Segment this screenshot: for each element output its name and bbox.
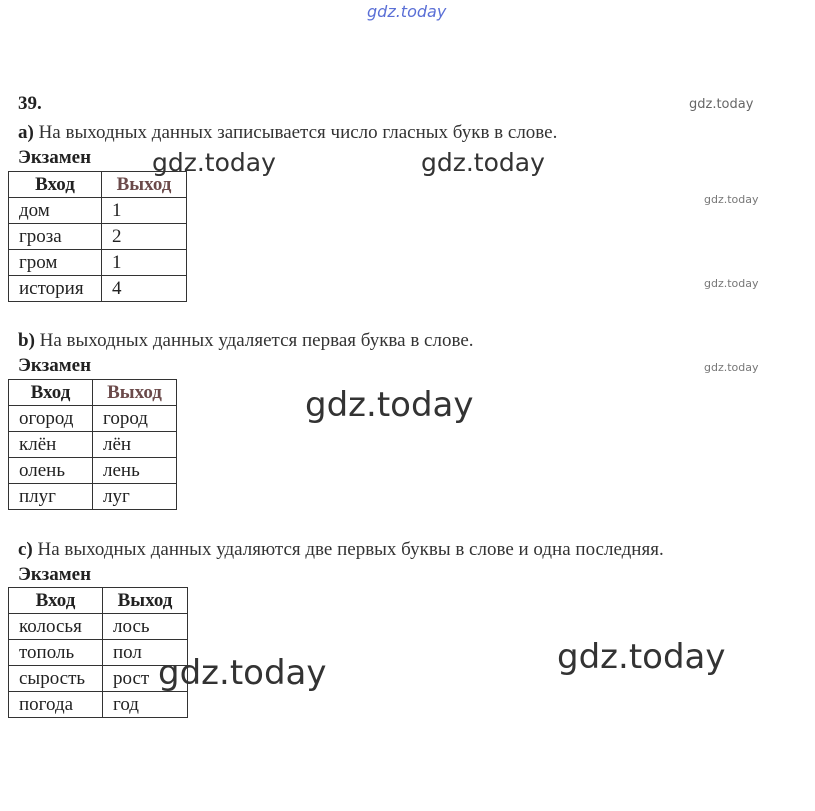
cell-input: тополь [9,640,103,666]
watermark-a-mid-right: gdz.today [421,148,545,177]
table-row [9,250,187,276]
cell-output: год [103,692,188,718]
cell-input: олень [9,458,93,484]
part-a-text: На выходных данных записывается число гласных букв в слове. [38,122,558,143]
cell-input: огород [9,406,93,432]
cell-output: 1 [102,250,187,276]
table-row [9,458,177,484]
part-b-text: На выходных данных удаляется первая буква в слове. [39,330,474,351]
watermark-c-bottom: gdz.today [158,653,327,693]
table-header-row [9,588,188,614]
cell-input: погода [9,692,103,718]
table-row [9,198,187,224]
watermark-c-right: gdz.today [557,637,726,677]
table-header-row [9,380,177,406]
cell-input: клён [9,432,93,458]
cell-input: сырость [9,666,103,692]
cell-output: луг [93,484,177,510]
header-output: Выход [93,380,177,406]
table-row [9,484,177,510]
header-input: Вход [9,380,93,406]
watermark-right-small: gdz.today [689,97,754,112]
part-c-statement [18,539,664,561]
exercise-number: 39. [18,93,42,114]
part-b-table [8,379,177,510]
cell-output: 1 [102,198,187,224]
table-row [9,614,188,640]
header-input: Вход [9,172,102,198]
header-output: Выход [102,172,187,198]
cell-output: город [93,406,177,432]
table-row [9,224,187,250]
watermark-right-xs-3: gdz.today [704,361,759,374]
part-a-statement [18,122,557,144]
part-a-exam-label: Экзамен [18,147,92,168]
cell-input: колосья [9,614,103,640]
watermark-right-xs-1: gdz.today [704,193,759,206]
part-b-letter: b) [18,330,35,351]
table-row [9,692,188,718]
table-row [9,276,187,302]
cell-input: гроза [9,224,102,250]
cell-output: 4 [102,276,187,302]
cell-output: 2 [102,224,187,250]
watermark-a-mid-left: gdz.today [152,148,276,177]
watermark-b-center: gdz.today [305,385,474,425]
watermark-right-xs-2: gdz.today [704,277,759,290]
cell-input: история [9,276,102,302]
header-output: Выход [103,588,188,614]
part-c-exam-label: Экзамен [18,564,92,585]
part-a-table [8,171,187,302]
table-header-row [9,172,187,198]
watermark-top: gdz.today [367,2,447,21]
cell-input: гром [9,250,102,276]
table-row [9,432,177,458]
part-c-letter: с) [18,539,33,560]
part-b-statement [18,330,474,352]
cell-input: плуг [9,484,93,510]
part-a-letter: а) [18,122,34,143]
cell-output: лень [93,458,177,484]
cell-output: лён [93,432,177,458]
part-c-text: На выходных данных удаляются две первых буквы в слове и одна последняя. [37,539,664,560]
part-b-exam-label: Экзамен [18,355,92,376]
table-row [9,406,177,432]
header-input: Вход [9,588,103,614]
cell-output: пол [103,640,188,666]
cell-output: лось [103,614,188,640]
cell-input: дом [9,198,102,224]
cell-output: рост [103,666,188,692]
